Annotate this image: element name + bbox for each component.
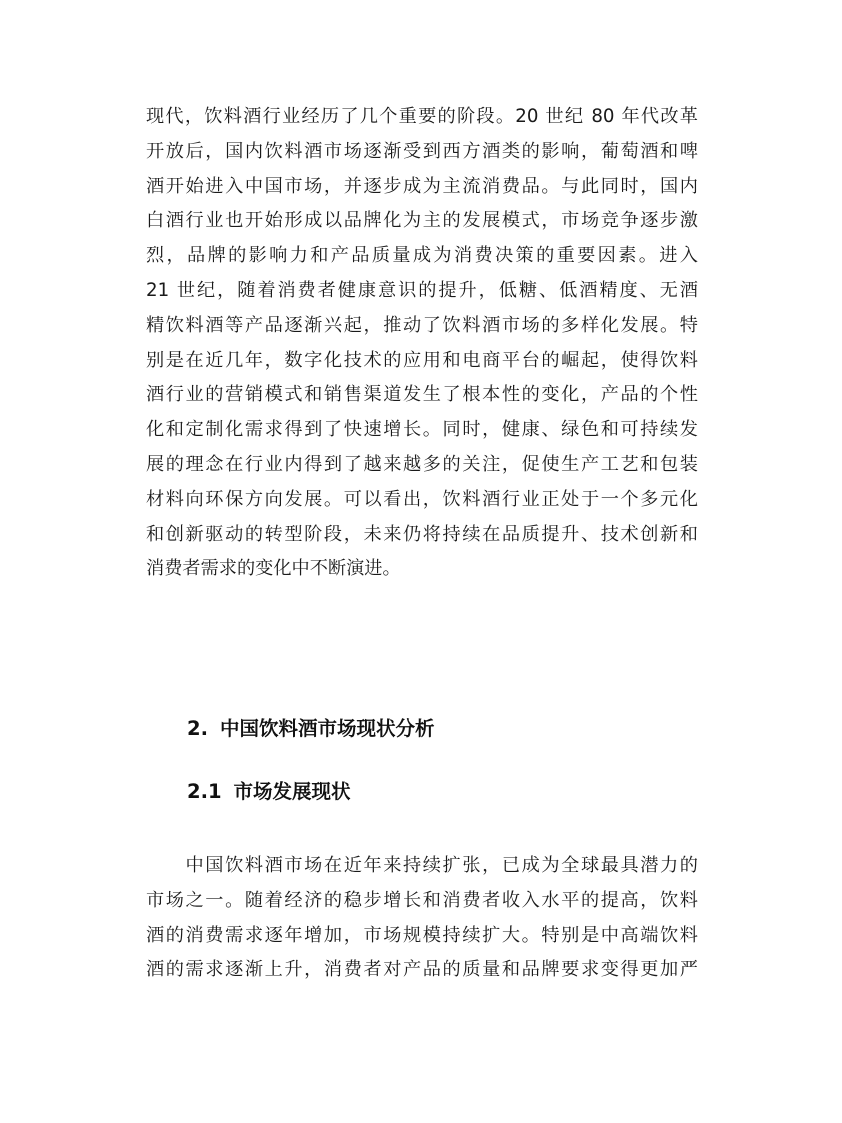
text-line: 化和定制化需求得到了快速增长。同时，健康、绿色和可持续发 bbox=[146, 419, 698, 441]
text-line: 中国饮料酒市场在近年来持续扩张，已成为全球最具潜力的 bbox=[146, 855, 698, 876]
text-line: 酒的需求逐渐上升，消费者对产品的质量和品牌要求变得更加严 bbox=[146, 959, 698, 981]
text-line: 展的理念在行业内得到了越来越多的关注，促使生产工艺和包装 bbox=[146, 453, 698, 475]
text-line: 烈，品牌的影响力和产品质量成为消费决策的重要因素。进入 bbox=[146, 245, 698, 267]
section-heading-2 bbox=[187, 715, 435, 743]
text-line: 材料向环保方向发展。可以看出，饮料酒行业正处于一个多元化 bbox=[146, 488, 698, 510]
body-paragraph-market-status bbox=[146, 849, 698, 988]
section-number: 2.1 bbox=[187, 780, 222, 803]
body-paragraph-industry-history bbox=[146, 100, 698, 587]
text-line: 酒开始进入中国市场，并逐步成为主流消费品。与此同时，国内 bbox=[146, 175, 698, 197]
section-title: 市场发展现状 bbox=[233, 780, 351, 803]
text-line: 酒的消费需求逐年增加，市场规模持续扩大。特别是中高端饮料 bbox=[146, 924, 698, 946]
text-line: 消费者需求的变化中不断演进。 bbox=[146, 558, 401, 580]
text-line: 21 世纪，随着消费者健康意识的提升，低糖、低酒精度、无酒 bbox=[146, 279, 698, 301]
text-line: 现代，饮料酒行业经历了几个重要的阶段。20 世纪 80 年代改革 bbox=[146, 106, 698, 127]
section-title: 中国饮料酒市场现状分析 bbox=[219, 717, 435, 740]
text-line: 市场之一。随着经济的稳步增长和消费者收入水平的提高，饮料 bbox=[146, 889, 698, 911]
text-line: 精饮料酒等产品逐渐兴起，推动了饮料酒市场的多样化发展。特 bbox=[146, 314, 698, 336]
text-line: 白酒行业也开始形成以品牌化为主的发展模式，市场竞争逐步激 bbox=[146, 210, 698, 232]
text-line: 酒行业的营销模式和销售渠道发生了根本性的变化，产品的个性 bbox=[146, 384, 698, 406]
text-line: 开放后，国内饮料酒市场逐渐受到西方酒类的影响，葡萄酒和啤 bbox=[146, 140, 698, 162]
text-line: 和创新驱动的转型阶段，未来仍将持续在品质提升、技术创新和 bbox=[146, 523, 698, 545]
section-heading-2-1 bbox=[187, 778, 351, 806]
section-number: 2. bbox=[187, 717, 208, 740]
text-line: 别是在近几年，数字化技术的应用和电商平台的崛起，使得饮料 bbox=[146, 349, 698, 371]
